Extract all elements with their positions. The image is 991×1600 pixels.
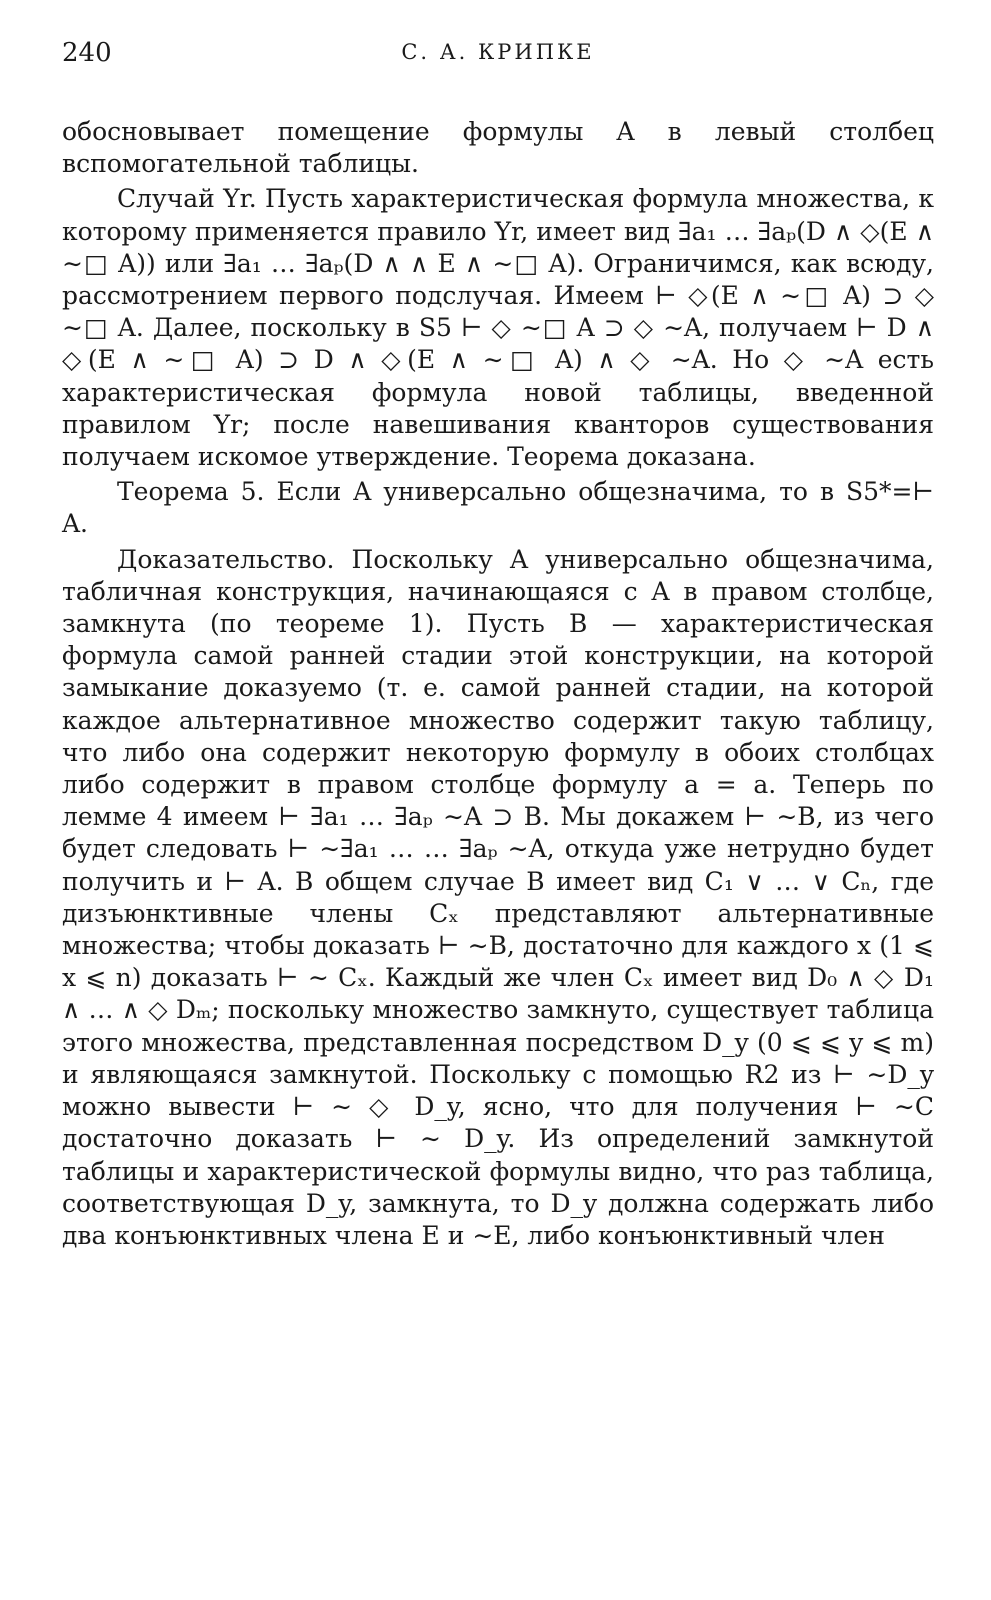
running-head: С. А. КРИПКЕ <box>401 40 595 64</box>
paragraph-continuation: обосновывает помещение формулы A в левый столбец вспомогательной таблицы. <box>62 117 934 179</box>
page-header <box>62 32 934 72</box>
body-text <box>62 116 934 1252</box>
paragraph-theorem-5: Теорема 5. Если A универсально общезначима, то в S5*=⊢ A. <box>62 477 934 539</box>
book-page <box>62 32 934 1255</box>
page-number: 240 <box>62 38 112 68</box>
paragraph-case-yr: Случай Yr. Пусть характеристическая формула множества, к которому применяется правило Yr, имеет вид ∃a₁ … ∃aₚ(D ∧ ◇(E ∧ ∼□ A)) или ∃a₁ … ∃aₚ(D ∧ ∧ E ∧ ∼□ A). Ограничимся, как всюду, рассмотрением первого подслучая. Имеем ⊢ ◇(E ∧ ∼□ A) ⊃ ◇ ∼□ A. Далее, поскольку в S5 ⊢ ◇ ∼□ A ⊃ ◇ ∼A, получаем ⊢ D ∧ ◇(E ∧ ∼□ A) ⊃ D ∧ ◇(E ∧ ∼□ A) ∧ ◇ ∼A. Но ◇ ∼A есть характеристическая формула новой таблицы, введенной правилом Yr; после навешивания кванторов существования получаем искомое утверждение. Теорема доказана. <box>62 184 934 472</box>
paragraph-proof: Доказательство. Поскольку A универсально общезначима, табличная конструкция, начинающаяся с A в правом столбце, замкнута (по теореме 1). Пусть B — характеристическая формула самой ранней стадии этой конструкции, на которой замыкание доказуемо (т. е. самой ранней стадии, на которой каждое альтернативное множество содержит такую таблицу, что либо она содержит некоторую формулу в обоих столбцах либо содержит в правом столбце формулу a = a. Теперь по лемме 4 имеем ⊢ ∃a₁ … ∃aₚ ∼A ⊃ B. Мы докажем ⊢ ∼B, из чего будет следовать ⊢ ∼∃a₁ … … ∃aₚ ∼A, откуда уже нетрудно будет получить и ⊢ A. В общем случае B имеет вид C₁ ∨ … ∨ Cₙ, где дизъюнктивные члены Cₓ представляют альтернативные множества; чтобы доказать ⊢ ∼B, достаточно для каждого x (1 ⩽ x ⩽ n) доказать ⊢ ∼ Cₓ. Каждый же член Cₓ имеет вид D₀ ∧ ◇ D₁ ∧ … ∧ ◇ Dₘ; поскольку множество замкнуто, существует таблица этого множества, представленная посредством D_y (0 ⩽ ⩽ y ⩽ m) и являющаяся замкнутой. Поскольку с помощью R2 из ⊢ ∼D_y можно вывести ⊢ ∼ ◇ D_y, ясно, что для получения ⊢ ∼C достаточно доказать ⊢ ∼ D_y. Из определений замкнутой таблицы и характеристической формулы видно, что раз таблица, соответствующая D_y, замкнута, то D_y должна содержать либо два конъюнктивных члена E и ∼E, либо конъюнктивный член <box>62 544 934 1250</box>
